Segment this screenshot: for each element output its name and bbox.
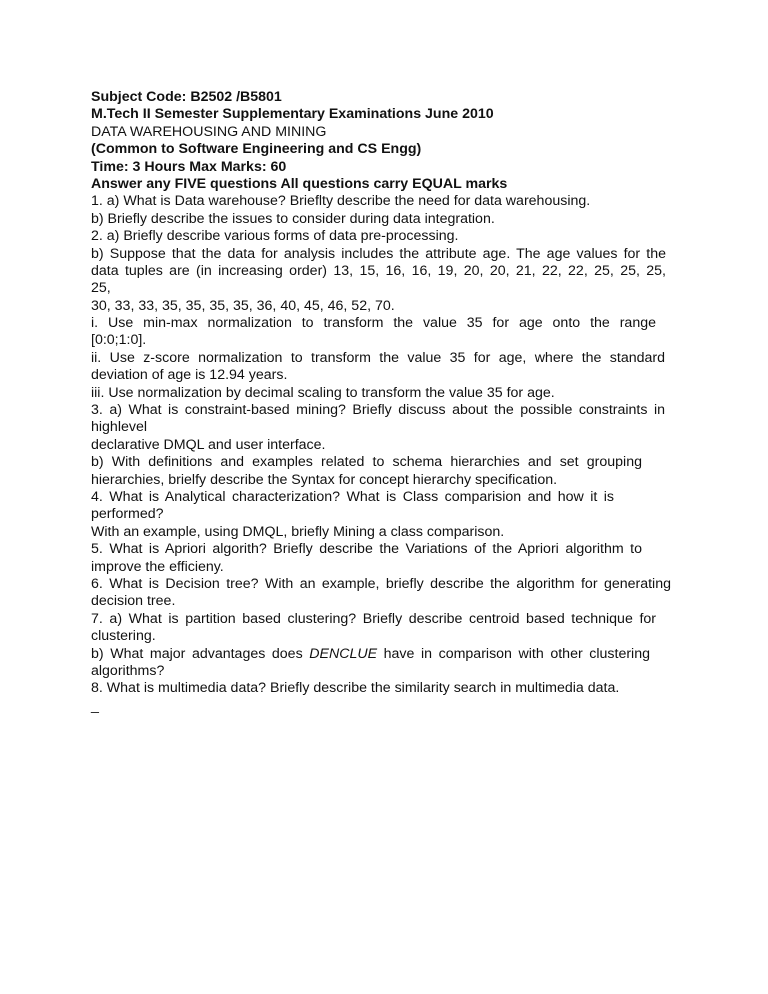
question-7b-line2: algorithms? — [91, 662, 165, 679]
denclue-term: DENCLUE — [309, 645, 378, 662]
question-3a-line1: 3. a) What is constraint-based mining? Briefly discuss about the possible constraints in — [91, 402, 665, 419]
question-5-line2: improve the efficieny. — [91, 558, 224, 575]
exam-content — [91, 89, 683, 715]
question-2b-ii-line2: deviation of age is 12.94 years. — [91, 367, 288, 384]
question-2b-line3: 25, — [91, 280, 111, 297]
question-1a: 1. a) What is Data warehouse? Brieflty describe the need for data warehousing. — [91, 193, 591, 210]
question-3a-line3: declarative DMQL and user interface. — [91, 436, 326, 453]
question-4-line1: 4. What is Analytical characterization? What is Class comparision and how it is — [91, 488, 614, 505]
course-title: DATA WAREHOUSING AND MINING — [91, 123, 327, 140]
question-2b-i-line1: i. Use min-max normalization to transform the value 35 for age onto the range — [91, 315, 656, 332]
question-6-line1: 6. What is Decision tree? With an example, briefly describe the algorithm for generating — [91, 575, 671, 592]
question-4-line3: With an example, using DMQL, briefly Mining a class comparison. — [91, 523, 505, 540]
question-2b-ii-line1: ii. Use z-score normalization to transform the value 35 for age, where the standard — [91, 349, 665, 366]
question-1b: b) Briefly describe the issues to consider during data integration. — [91, 210, 495, 227]
common-to: (Common to Software Engineering and CS Engg) — [91, 141, 422, 158]
question-8: 8. What is multimedia data? Briefly describe the similarity search in multimedia data. — [91, 680, 620, 697]
subject-code: Subject Code: B2502 /B5801 — [91, 89, 282, 105]
question-7b-text-start: b) What major advantages does — [91, 645, 310, 662]
question-3a-line2: highlevel — [91, 419, 148, 436]
exam-title: M.Tech II Semester Supplementary Examinations June 2010 — [91, 106, 494, 123]
question-2b-line2: data tuples are (in increasing order) 13, 15, 16, 16, 19, 20, 20, 21, 22, 22, 25, 25, 25, — [91, 262, 666, 279]
question-6-line2: decision tree. — [91, 593, 176, 610]
time-marks: Time: 3 Hours Max Marks: 60 — [91, 158, 287, 175]
question-2b-i-line2: [0:0;1:0]. — [91, 332, 147, 349]
question-4-line2: performed? — [91, 506, 164, 523]
trailing-underscore: _ — [91, 697, 99, 714]
question-5-line1: 5. What is Apriori algorith? Briefly describe the Variations of the Apriori algorithm to — [91, 541, 642, 558]
question-7b-text-end: have in comparison with other clustering — [377, 645, 650, 662]
question-7a-line1: 7. a) What is partition based clustering? Briefly describe centroid based technique for — [91, 610, 656, 627]
question-2b-line4: 30, 33, 33, 35, 35, 35, 35, 36, 40, 45, 46, 52, 70. — [91, 297, 395, 314]
question-7b-line1 — [91, 646, 650, 663]
question-3b-line2: hierarchies, brielfy describe the Syntax for concept hierarchy specification. — [91, 471, 558, 488]
question-2a: 2. a) Briefly describe various forms of data pre-processing. — [91, 228, 459, 245]
question-2b-iii: iii. Use normalization by decimal scaling to transform the value 35 for age. — [91, 384, 555, 401]
instructions: Answer any FIVE questions All questions carry EQUAL marks — [91, 175, 508, 192]
question-2b-line1: b) Suppose that the data for analysis includes the attribute age. The age values for the — [91, 245, 666, 262]
question-3b-line1: b) With definitions and examples related to schema hierarchies and set grouping — [91, 454, 642, 471]
question-7a-line2: clustering. — [91, 628, 156, 645]
